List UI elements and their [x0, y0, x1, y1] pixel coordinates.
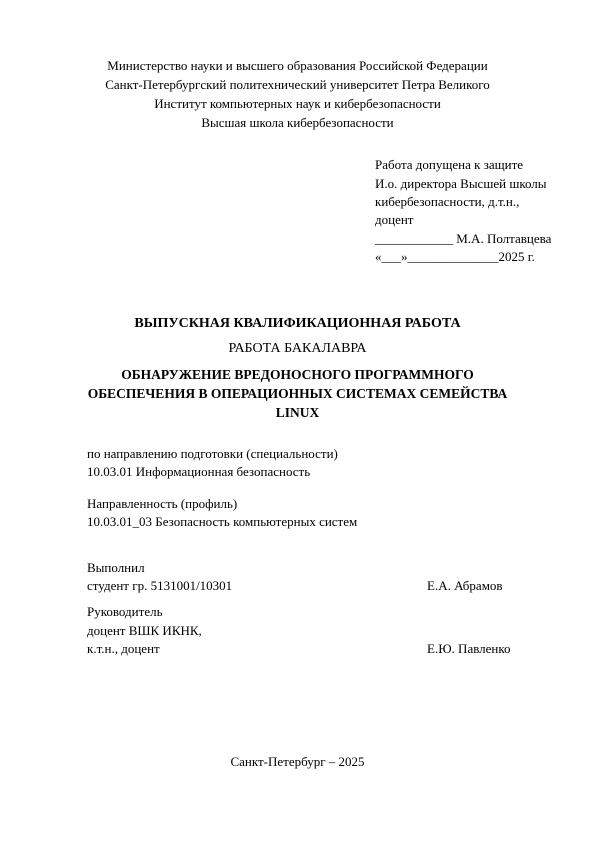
school-line: Высшая школа кибербезопасности [201, 115, 394, 130]
work-type-title: ВЫПУСКНАЯ КВАЛИФИКАЦИОННАЯ РАБОТА [134, 316, 461, 331]
approval-date: «___»______________2025 г. [375, 249, 535, 264]
approval-rank: доцент [375, 212, 414, 227]
degree-title: РАБОТА БАКАЛАВРА [228, 341, 367, 356]
profile-label: Направленность (профиль) [87, 496, 238, 511]
author-name: Е.А. Абрамов [427, 578, 503, 593]
profile-value: 10.03.01_03 Безопасность компьютерных систем [87, 514, 358, 529]
specialty-value: 10.03.01 Информационная безопасность [87, 464, 311, 479]
topic-line-1: ОБНАРУЖЕНИЕ ВРЕДОНОСНОГО ПРОГРАММНОГО [121, 367, 474, 382]
approval-heading: Работа допущена к защите [375, 157, 524, 172]
supervisor-label: Руководитель [87, 604, 163, 619]
author-label: Выполнил [87, 560, 145, 575]
city-year: Санкт-Петербург – 2025 [230, 754, 365, 769]
supervisor-role-1: доцент ВШК ИКНК, [87, 623, 202, 638]
author-role: студент гр. 5131001/10301 [87, 578, 233, 593]
topic-line-3: LINUX [275, 405, 320, 420]
approval-director: И.о. директора Высшей школы [375, 176, 547, 191]
approval-degree: кибербезопасности, д.т.н., [375, 194, 520, 209]
supervisor-role-2: к.т.н., доцент [87, 641, 160, 656]
topic-line-2: ОБЕСПЕЧЕНИЯ В ОПЕРАЦИОННЫХ СИСТЕМАХ СЕМЕЙСТВА [87, 386, 508, 401]
supervisor-name: Е.Ю. Павленко [427, 641, 511, 656]
institute-line: Институт компьютерных наук и кибербезопасности [154, 96, 441, 111]
university-line: Санкт-Петербургский политехнический университет Петра Великого [105, 77, 490, 92]
specialty-label: по направлению подготовки (специальности) [87, 446, 338, 461]
approval-signature: ____________ М.А. Полтавцева [375, 231, 552, 246]
ministry-line: Министерство науки и высшего образования Российской Федерации [107, 58, 488, 73]
